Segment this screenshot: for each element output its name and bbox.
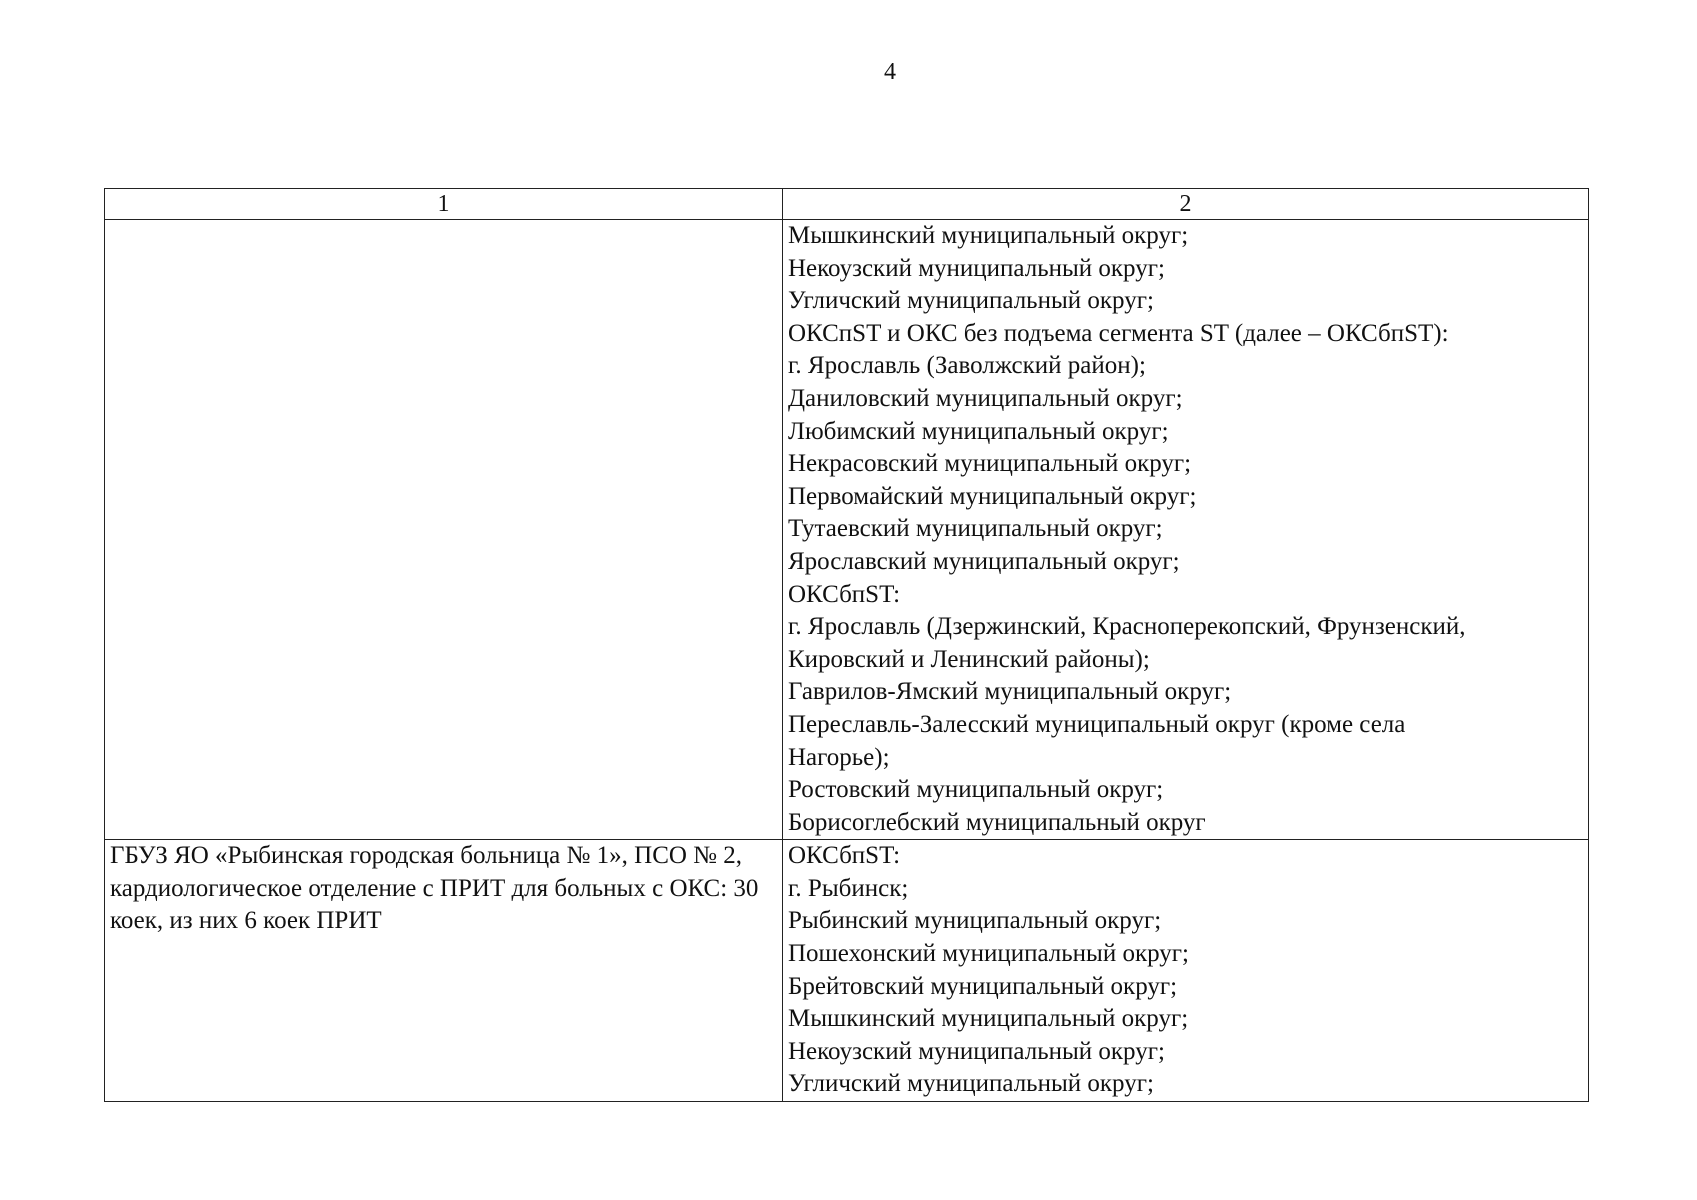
row-1-col-2 [783,220,1589,840]
list-item: Кировский и Ленинский районы); [788,645,1150,673]
row-2-col-1-text: ГБУЗ ЯО «Рыбинская городская больница № 1», ПСО № 2, кардиологическое отделение с ПРИТ для больных с ОКС: 30 коек, из них 6 коек ПРИТ [110,842,759,935]
list-item: Мышкинский муниципальный округ; [788,222,1189,249]
list-item: Борисоглебский муниципальный округ [788,808,1206,836]
list-item: Переславль-Залесский муниципальный округ (кроме села [788,710,1406,738]
row-1-col-1 [105,220,783,840]
list-item: г. Рыбинск; [788,874,909,902]
list-item: Нагорье); [788,743,890,771]
list-item: Ярославский муниципальный округ; [788,547,1180,575]
list-item: Некрасовский муниципальный округ; [788,450,1192,478]
list-item: Некоузский муниципальный округ; [788,1037,1165,1065]
list-item: г. Ярославль (Заволжский район); [788,352,1146,380]
list-item: ОКСбпST: [788,842,901,870]
list-item: Угличский муниципальный округ; [788,287,1154,315]
list-item: Некоузский муниципальный округ; [788,254,1165,282]
list-item: Даниловский муниципальный округ; [788,384,1183,412]
list-item: ОКСбпST: [788,580,901,608]
list-item: Угличский муниципальный округ; [788,1070,1154,1098]
page-number: 4 [884,59,896,85]
list-item: г. Ярославль (Дзержинский, Красноперекопский, Фрунзенский, [788,613,1466,641]
document-table [104,188,1589,1102]
list-item: Гаврилов-Ямский муниципальный округ; [788,678,1232,706]
row-2-col-2 [783,840,1589,1102]
table-row [105,840,1589,1102]
list-item: Пошехонский муниципальный округ; [788,940,1189,968]
list-item: Брейтовский муниципальный округ; [788,972,1178,1000]
list-item: Любимский муниципальный округ; [788,417,1169,445]
table-row [105,220,1589,840]
list-item: Ростовский муниципальный округ; [788,776,1164,804]
header-cell-1: 1 [105,189,783,220]
table-header-row [105,189,1589,220]
list-item: Тутаевский муниципальный округ; [788,515,1163,543]
list-item: ОКСпST и ОКС без подъема сегмента ST (далее – ОКСбпST): [788,319,1449,347]
row-2-col-1 [105,840,783,1102]
header-cell-2: 2 [783,189,1589,220]
list-item: Мышкинский муниципальный округ; [788,1005,1189,1033]
list-item: Первомайский муниципальный округ; [788,482,1197,510]
list-item: Рыбинский муниципальный округ; [788,907,1162,935]
